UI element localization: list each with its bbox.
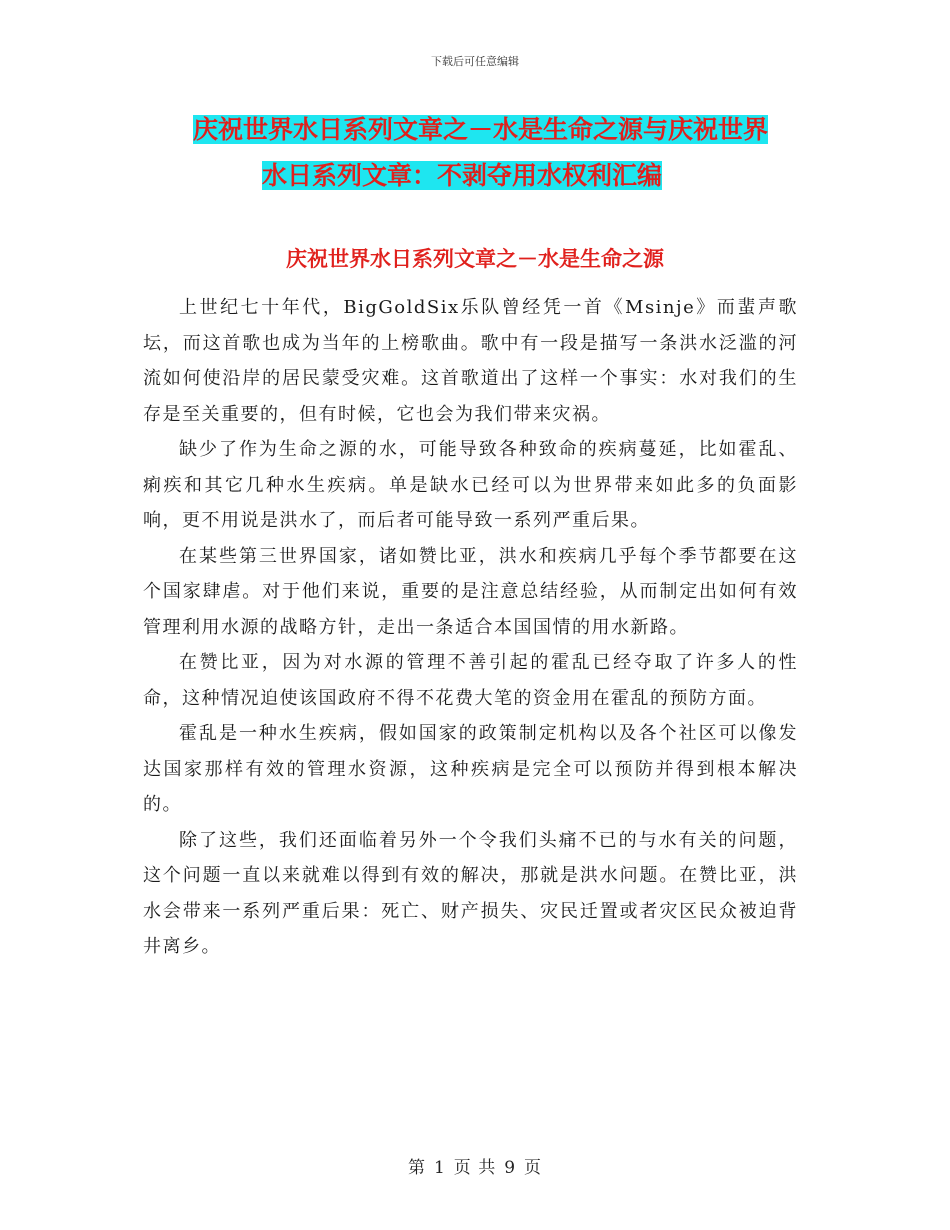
title-highlight-1: 庆祝世界水日系列文章之－水是生命之源与庆祝世界 [193, 115, 769, 144]
footer-total-pages: 9 [504, 1158, 517, 1178]
footer-prefix: 第 [407, 1158, 426, 1178]
header-note: 下载后可任意编辑 [431, 55, 519, 68]
paragraph-5: 霍乱是一种水生疾病，假如国家的政策制定机构以及各个社区可以像发达国家那样有效的管理水资源，这种疾病是完全可以预防并得到根本解决的。 [143, 723, 798, 815]
paragraph-6: 除了这些，我们还面临着另外一个令我们头痛不已的与水有关的问题，这个问题一直以来就难以得到有效的解决，那就是洪水问题。在赞比亚，洪水会带来一系列严重后果：死亡、财产损失、灾民迁置或者灾区民众被迫背井离乡。 [143, 829, 798, 957]
title-highlight-2: 水日系列文章：不剥夺用水权利汇编 [262, 161, 663, 190]
document-title [150, 107, 800, 199]
paragraph-1: 上世纪七十年代，BigGoldSix乐队曾经凭一首《Msinje》而蜚声歌坛，而这首歌也成为当年的上榜歌曲。歌中有一段是描写一条洪水泛滥的河流如何使沿岸的居民蒙受灾难。这首歌道出了这样一个事实：水对我们的生存是至关重要的，但有时候，它也会为我们带来灾祸。 [143, 297, 798, 425]
footer-middle: 页 共 [453, 1158, 497, 1178]
footer-current-page: 1 [433, 1158, 446, 1178]
paragraph-3: 在某些第三世界国家，诸如赞比亚，洪水和疾病几乎每个季节都要在这个国家肆虐。对于他们来说，重要的是注意总结经验，从而制定出如何有效管理利用水源的战略方针，走出一条适合本国国情的用水新路。 [143, 545, 798, 638]
paragraph-4: 在赞比亚，因为对水源的管理不善引起的霍乱已经夺取了许多人的性命，这种情况迫使该国政府不得不花费大笔的资金用在霍乱的预防方面。 [143, 652, 798, 709]
document-title-line-2 [150, 153, 800, 199]
footer-suffix: 页 [524, 1158, 543, 1178]
article-body [143, 290, 798, 965]
document-title-line-1 [150, 107, 800, 153]
section-title: 庆祝世界水日系列文章之－水是生命之源 [286, 247, 664, 271]
page-footer [0, 1153, 950, 1178]
paragraph-2: 缺少了作为生命之源的水，可能导致各种致命的疾病蔓延，比如霍乱、痢疾和其它几种水生疾病。单是缺水已经可以为世界带来如此多的负面影响，更不用说是洪水了，而后者可能导致一系列严重后果。 [143, 439, 798, 531]
